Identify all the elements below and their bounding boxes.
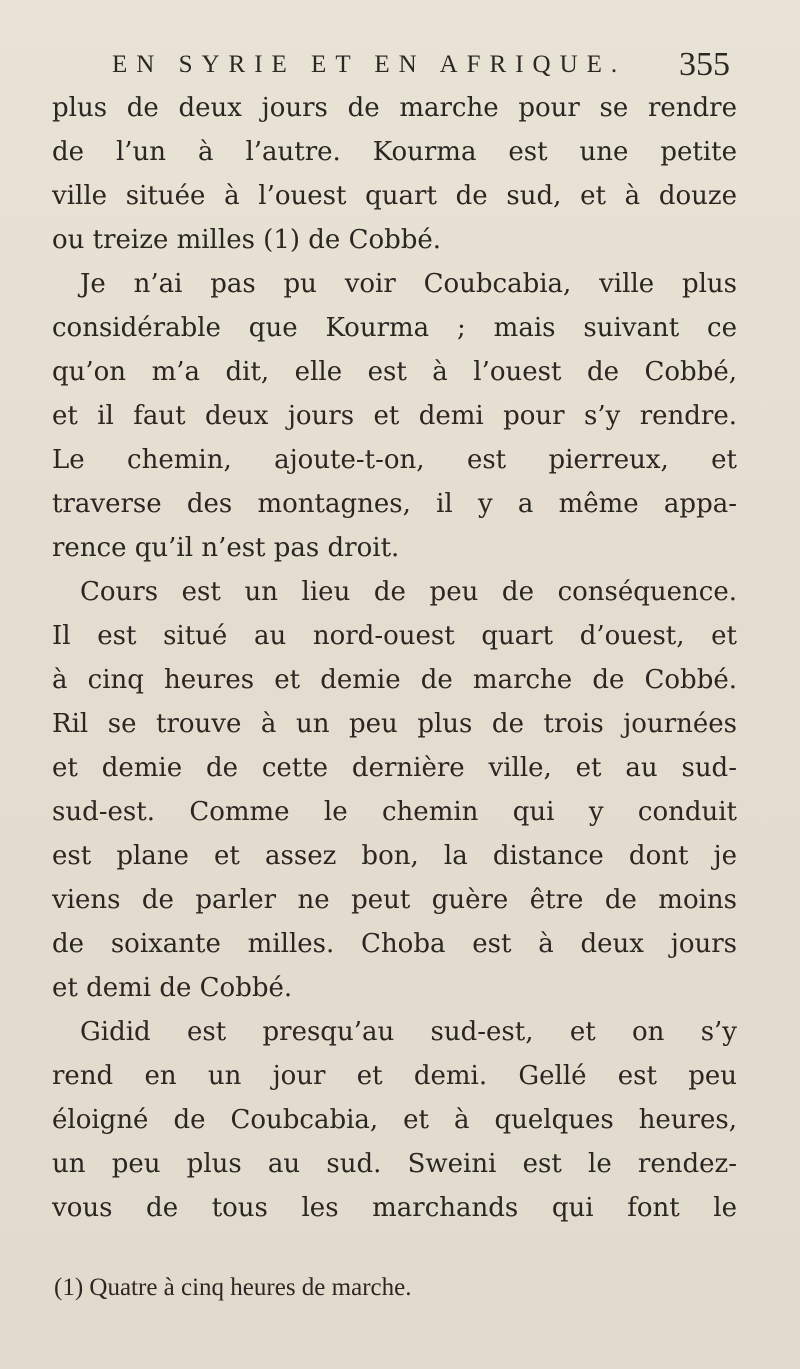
text-line: rend en un jour et demi. Gellé est peu xyxy=(52,1061,737,1091)
text-line: plus de deux jours de marche pour se rendre xyxy=(52,93,737,123)
text-line: considérable que Kourma ; mais suivant ce xyxy=(52,313,737,343)
text-line: rence qu’il n’est pas droit. xyxy=(52,533,400,563)
text-line: Il est situé au nord-ouest quart d’ouest, et xyxy=(52,621,737,651)
text-line: viens de parler ne peut guère être de moins xyxy=(52,885,737,915)
text-line: Ril se trouve à un peu plus de trois journées xyxy=(52,709,737,739)
running-title: EN SYRIE ET EN AFRIQUE. xyxy=(112,51,627,78)
text-line: Cours est un lieu de peu de conséquence. xyxy=(80,577,737,607)
text-line: Je n’ai pas pu voir Coubcabia, ville plus xyxy=(80,269,737,299)
text-line: Le chemin, ajoute-t-on, est pierreux, et xyxy=(52,445,737,475)
page-number: 355 xyxy=(679,46,730,83)
text-line: de soixante milles. Choba est à deux jours xyxy=(52,929,737,959)
text-line: éloigné de Coubcabia, et à quelques heures, xyxy=(52,1105,737,1135)
text-line: Gidid est presqu’au sud-est, et on s’y xyxy=(80,1017,737,1047)
text-line: à cinq heures et demie de marche de Cobbé. xyxy=(52,665,737,695)
footnote: (1) Quatre à cinq heures de marche. xyxy=(54,1274,412,1301)
text-line: un peu plus au sud. Sweini est le rendez- xyxy=(52,1149,737,1179)
text-line: et demi de Cobbé. xyxy=(52,973,293,1003)
text-line: ville située à l’ouest quart de sud, et à douze xyxy=(52,181,737,211)
text-line: qu’on m’a dit, elle est à l’ouest de Cobbé, xyxy=(52,357,737,387)
body-text xyxy=(52,86,737,1230)
text-line: de l’un à l’autre. Kourma est une petite xyxy=(52,137,737,167)
text-line: et demie de cette dernière ville, et au sud- xyxy=(52,753,737,783)
text-line: et il faut deux jours et demi pour s’y rendre. xyxy=(52,401,737,431)
text-line: vous de tous les marchands qui font le xyxy=(52,1193,737,1223)
text-line: est plane et assez bon, la distance dont je xyxy=(52,841,737,871)
text-line: sud-est. Comme le chemin qui y conduit xyxy=(52,797,737,827)
text-line: traverse des montagnes, il y a même appa- xyxy=(52,489,737,519)
text-line: ou treize milles (1) de Cobbé. xyxy=(52,225,442,255)
running-head xyxy=(112,40,730,90)
